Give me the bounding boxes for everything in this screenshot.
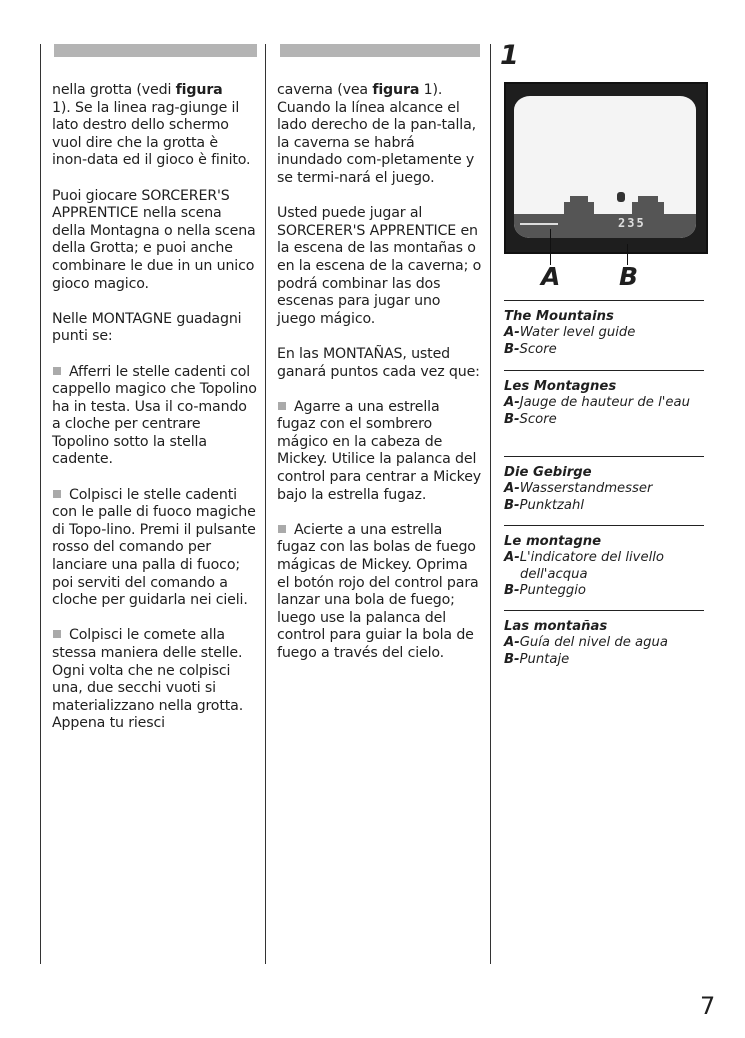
text: 1). Cuando la línea alcance el lado derecho de la pan-talla, la caverna se habrá inundado com-pletamente y se termi-nará el juego. <box>277 82 476 186</box>
column-header-bar-1 <box>54 44 257 57</box>
legend-text: Punktzahl <box>519 497 585 513</box>
text: caverna (vea <box>277 82 373 98</box>
paragraph <box>277 82 482 188</box>
legend-key: B- <box>504 583 520 598</box>
bullet-paragraph <box>277 399 482 505</box>
game-screenshot <box>504 82 708 254</box>
legend-key: A- <box>504 550 520 565</box>
legend-divider <box>504 370 704 371</box>
mountain-left-peak <box>570 196 588 202</box>
figure-reference: figura <box>175 82 223 98</box>
column-rule-left <box>40 44 41 964</box>
score-display: 235 <box>618 216 646 230</box>
bullet-square-icon <box>278 525 286 533</box>
mickey-sprite <box>617 192 625 202</box>
legend-title: The Mountains <box>504 309 614 324</box>
paragraph: Usted puede jugar al SORCERER'S APPRENTICE en la escena de las montañas o en la escena de la caverna; o podrá combinar las dos escenas para jugar uno juego mágico. <box>277 205 482 327</box>
legend-item-b <box>504 498 704 515</box>
bullet-square-icon <box>53 630 61 638</box>
mountain-right <box>632 202 664 214</box>
legend-key: B- <box>504 411 520 427</box>
legend-title: Die Gebirge <box>504 465 592 480</box>
legend-key: A- <box>504 395 520 410</box>
paragraph: Nelle MONTAGNE guadagni punti se: <box>52 310 242 345</box>
legend-german <box>504 456 704 514</box>
bullet-square-icon <box>278 402 286 410</box>
paragraph: Puoi giocare SORCERER'S APPRENTICE nella scena della Montagna o nella scena della Grotta; e puoi anche combinare le due in un unico gioco magico. <box>52 187 256 292</box>
legend-key: B- <box>504 651 520 667</box>
legend-text: Score <box>519 411 557 427</box>
text: Colpisci le comete alla stessa maniera delle stelle. Ogni volta che ne colpisci una, due secchi vuoti si materializzano nella grotta. Appena tu riesci <box>52 627 244 732</box>
bullet-paragraph <box>277 522 482 663</box>
legend-key: B- <box>504 341 520 357</box>
column-rule-mid-left <box>265 44 266 964</box>
column-header-bar-2 <box>280 44 480 57</box>
legend-divider <box>504 610 704 611</box>
text: Acierte a una estrella fugaz con las bolas de fuego mágicas de Mickey. Oprima el botón rojo del control para lanzar una bola de fuego; luego use la palanca del control para guiar la bola de fuego a través del cielo. <box>277 521 479 661</box>
legend-text: Score <box>519 341 557 357</box>
legend-text: Punteggio <box>519 583 586 598</box>
legend-item-b <box>504 652 704 669</box>
column-spanish <box>277 82 482 680</box>
legend-item-a <box>504 325 704 342</box>
text: Afferri le stelle cadenti col cappello magico che Topolino ha in testa. Usa il co-mando a cloche per centrare Topolino sotto la stella cadente. <box>52 363 257 468</box>
legend-key: A- <box>504 325 520 340</box>
text: nella grotta (vedi <box>52 82 176 98</box>
ground-strip <box>514 214 696 238</box>
bullet-paragraph <box>52 364 257 470</box>
legend-divider <box>504 525 704 526</box>
legend-title: Las montañas <box>504 619 608 634</box>
text: Agarre a una estrella fugaz con el sombrero mágico en la cabeza de Mickey. Utilice la palanca del control para centrar a Mickey bajo la estrella fugaz. <box>277 398 482 503</box>
callout-label-b: B <box>619 262 639 291</box>
legend-english <box>504 300 704 358</box>
legend-key: B- <box>504 497 520 513</box>
legend-item-b <box>504 412 704 429</box>
text: 1). Se la linea rag-giunge il lato destro dello schermo vuol dire che la grotta è inon-data ed il gioco è finito. <box>52 99 251 169</box>
bullet-square-icon <box>53 490 61 498</box>
column-rule-mid-right <box>490 44 491 964</box>
water-level-guide <box>520 223 558 225</box>
legend-spanish <box>504 610 704 668</box>
legend-divider <box>504 456 704 457</box>
legend-item-a <box>504 550 704 583</box>
paragraph: En las MONTAÑAS, usted ganará puntos cada vez que: <box>277 345 480 380</box>
tv-screen <box>514 96 696 238</box>
legend-key: A- <box>504 635 520 650</box>
column-italian <box>52 82 257 751</box>
legend-text: L'indicatore del livello dell'acqua <box>519 550 664 582</box>
figure-reference: figura <box>372 82 420 98</box>
bullet-paragraph <box>52 627 257 733</box>
mountain-left <box>564 202 594 214</box>
legend-french <box>504 370 704 428</box>
legend-italian <box>504 525 704 600</box>
legend-text: Wasserstandmesser <box>519 481 653 496</box>
legend-title: Les Montagnes <box>504 379 617 394</box>
callout-line-a <box>550 229 551 265</box>
text: Colpisci le stelle cadenti con le palle di fuoco magiche di Topo-lino. Premi il pulsante rosso del comando per lanciare una palla di fuoco; poi serviti del comando a cloche per guidarla nei cieli. <box>52 486 256 609</box>
legend-item-a <box>504 635 704 652</box>
legend-text: Water level guide <box>519 325 636 340</box>
bullet-square-icon <box>53 367 61 375</box>
mountain-right-peak <box>638 196 658 202</box>
legend-divider <box>504 300 704 301</box>
legend-title: Le montagne <box>504 534 602 549</box>
legend-text: Guía del nivel de agua <box>519 635 668 650</box>
figure-number: 1 <box>500 40 519 71</box>
callout-label-a: A <box>541 262 561 291</box>
legend-text: Puntaje <box>519 651 570 667</box>
legend-item-a <box>504 481 704 498</box>
legend-item-b <box>504 342 704 359</box>
paragraph <box>52 82 257 170</box>
legend-item-a <box>504 395 704 412</box>
bullet-paragraph <box>52 487 257 610</box>
legend-text: Jauge de hauteur de l'eau <box>519 395 690 410</box>
legend-key: A- <box>504 481 520 496</box>
legend-item-b <box>504 583 704 600</box>
page-number: 7 <box>700 992 716 1020</box>
